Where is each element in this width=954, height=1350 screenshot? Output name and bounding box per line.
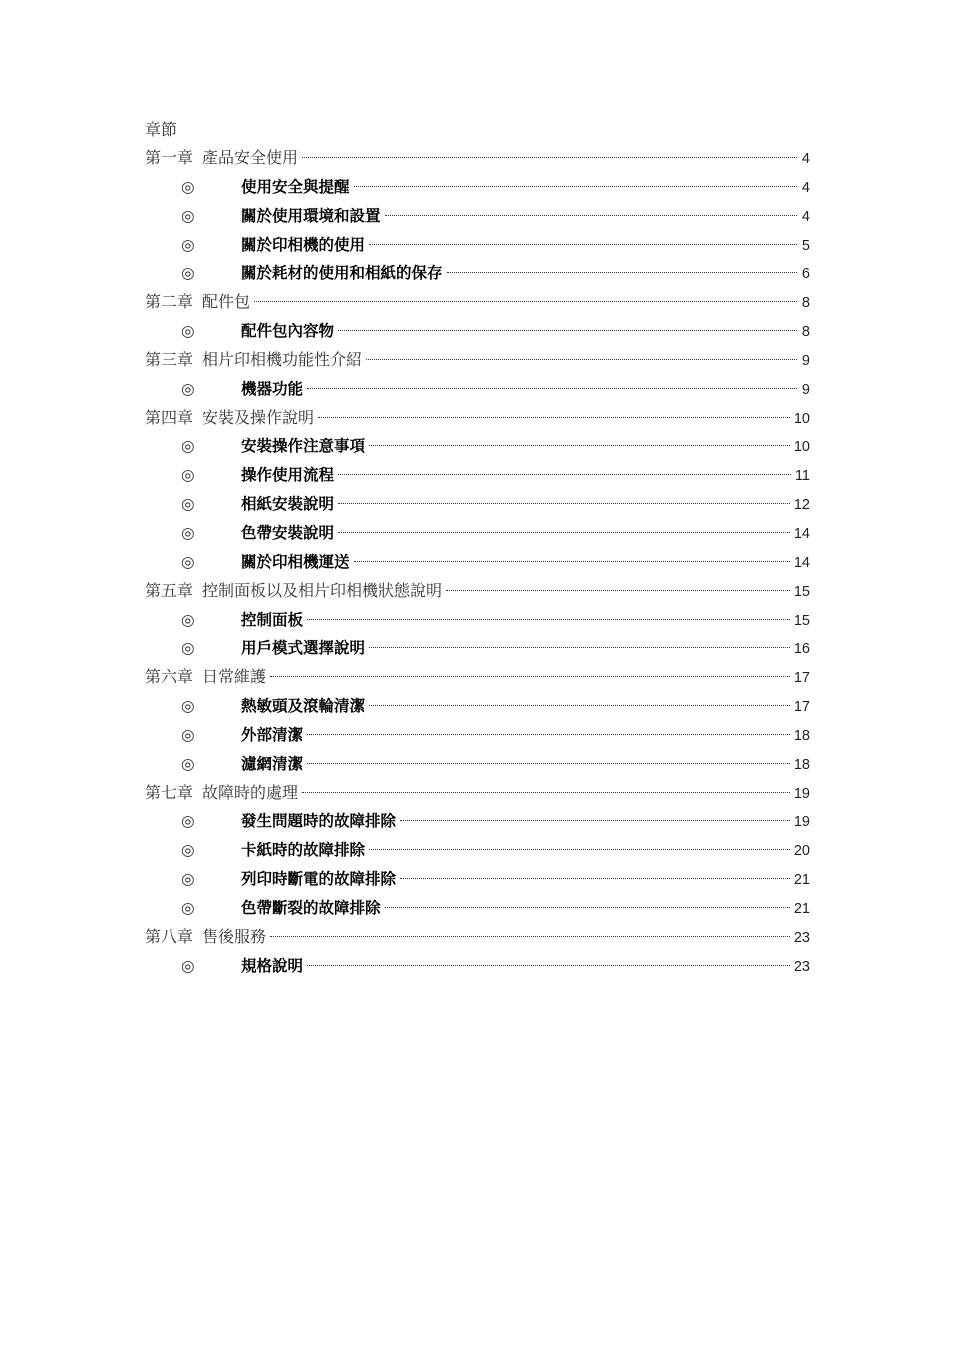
toc-entry-title [241, 634, 365, 663]
toc-entry-text: 列印時斷電的故障排除 [241, 870, 397, 889]
toc-entry-text: 用戶模式選擇說明 [241, 639, 366, 658]
double-circle-bullet-icon: ◎ [181, 466, 195, 485]
double-circle-bullet-icon: ◎ [181, 754, 195, 773]
double-circle-bullet-icon: ◎ [181, 322, 195, 341]
toc-chapter-entry[interactable] [145, 577, 810, 606]
page-number: 15 [793, 583, 810, 600]
toc-entry-title [145, 346, 362, 375]
dot-leader [307, 965, 790, 966]
toc-entry-text: 安裝及操作說明 [202, 407, 315, 427]
toc-entry-title [241, 519, 334, 548]
toc-entry-text: 色帶斷裂的故障排除 [241, 898, 381, 917]
page-number: 19 [793, 785, 810, 802]
toc-chapter-entry[interactable] [145, 346, 810, 375]
toc-entry-text: 機器功能 [241, 379, 304, 398]
toc-chapter-entry[interactable] [145, 663, 810, 692]
double-circle-bullet-icon: ◎ [181, 898, 195, 917]
toc-section-entry[interactable] [145, 259, 810, 288]
page-number: 23 [793, 958, 810, 975]
toc-entry-text: 相紙安裝說明 [241, 495, 335, 514]
toc-section-entry[interactable] [145, 865, 810, 894]
toc-entry-title [241, 750, 303, 779]
page-number: 23 [793, 929, 810, 946]
page-number: 6 [801, 266, 810, 283]
toc-entry-text: 卡紙時的故障排除 [241, 841, 366, 860]
toc-section-entry[interactable] [145, 548, 810, 577]
page-number: 20 [793, 843, 810, 860]
double-circle-bullet-icon: ◎ [181, 639, 195, 658]
page-number: 9 [801, 381, 810, 398]
double-circle-bullet-icon: ◎ [181, 379, 195, 398]
toc-entry-title [241, 202, 381, 231]
dot-leader [366, 359, 797, 360]
table-of-contents [145, 115, 810, 980]
double-circle-bullet-icon: ◎ [181, 870, 195, 889]
dot-leader [302, 157, 797, 158]
toc-entries [145, 144, 810, 980]
toc-chapter-entry[interactable] [145, 923, 810, 952]
toc-section-entry[interactable] [145, 807, 810, 836]
toc-section-entry[interactable] [145, 894, 810, 923]
toc-entry-text: 安裝操作注意事項 [241, 437, 366, 456]
page-number: 17 [793, 670, 810, 687]
page-number: 12 [793, 497, 810, 514]
page-number: 21 [793, 900, 810, 917]
double-circle-bullet-icon: ◎ [181, 177, 195, 196]
toc-entry-title [241, 259, 443, 288]
page-number: 18 [793, 756, 810, 773]
dot-leader [307, 388, 797, 389]
double-circle-bullet-icon: ◎ [181, 206, 195, 225]
toc-entry-text: 色帶安裝說明 [241, 523, 335, 542]
toc-chapter-entry[interactable] [145, 144, 810, 173]
dot-leader [270, 936, 790, 937]
toc-section-entry[interactable] [145, 375, 810, 404]
double-circle-bullet-icon: ◎ [181, 610, 195, 629]
page-number: 14 [793, 525, 810, 542]
double-circle-bullet-icon: ◎ [181, 841, 195, 860]
toc-entry-title [241, 894, 381, 923]
toc-entry-title [241, 836, 365, 865]
dot-leader [369, 705, 790, 706]
dot-leader [369, 244, 797, 245]
page-number: 16 [793, 641, 810, 658]
double-circle-bullet-icon: ◎ [181, 956, 195, 975]
toc-entry-text: 日常維護 [202, 667, 267, 687]
toc-entry-text: 濾網清潔 [241, 754, 304, 773]
page-number: 8 [801, 295, 810, 312]
double-circle-bullet-icon: ◎ [181, 264, 195, 283]
toc-entry-text: 外部清潔 [241, 725, 304, 744]
toc-heading: 章節 [145, 120, 178, 139]
double-circle-bullet-icon: ◎ [181, 523, 195, 542]
dot-leader [369, 647, 790, 648]
dot-leader [354, 186, 797, 187]
toc-entry-title [241, 548, 350, 577]
dot-leader [302, 792, 790, 793]
toc-section-entry[interactable] [145, 836, 810, 865]
dot-leader [307, 763, 790, 764]
toc-section-entry[interactable] [145, 519, 810, 548]
toc-entry-text: 控制面板 [241, 610, 304, 629]
toc-section-entry[interactable] [145, 432, 810, 461]
page-number: 17 [793, 699, 810, 716]
dot-leader [385, 215, 797, 216]
page-number: 8 [801, 324, 810, 341]
toc-entry-text: 關於印相機運送 [241, 552, 350, 571]
double-circle-bullet-icon: ◎ [181, 812, 195, 831]
toc-section-entry[interactable] [145, 317, 810, 346]
toc-entry-text: 售後服務 [202, 926, 267, 946]
dot-leader [338, 330, 797, 331]
page-number: 10 [793, 439, 810, 456]
chapter-number: 第三章 [145, 349, 194, 369]
chapter-number: 第八章 [145, 926, 194, 946]
toc-entry-title [241, 461, 334, 490]
page-number: 9 [801, 352, 810, 369]
chapter-number: 第二章 [145, 292, 194, 312]
dot-leader [447, 272, 797, 273]
toc-entry-title [241, 692, 365, 721]
toc-entry-title [145, 288, 250, 317]
double-circle-bullet-icon: ◎ [181, 495, 195, 514]
toc-chapter-entry[interactable] [145, 288, 810, 317]
dot-leader [318, 417, 790, 418]
double-circle-bullet-icon: ◎ [181, 235, 195, 254]
chapter-number: 第五章 [145, 580, 194, 600]
toc-section-entry[interactable] [145, 490, 810, 519]
page-number: 11 [794, 468, 810, 485]
toc-entry-text: 控制面板以及相片印相機狀態說明 [202, 580, 443, 600]
toc-entry-title [241, 606, 303, 635]
toc-entry-title [145, 577, 442, 606]
page-number: 10 [793, 410, 810, 427]
toc-entry-title [241, 952, 303, 981]
page-number: 5 [801, 237, 810, 254]
page-number: 14 [793, 554, 810, 571]
dot-leader [270, 676, 790, 677]
toc-entry-text: 操作使用流程 [241, 466, 335, 485]
toc-entry-text: 產品安全使用 [202, 148, 299, 167]
chapter-number: 第七章 [145, 782, 194, 802]
toc-entry-text: 關於耗材的使用和相紙的保存 [241, 264, 443, 283]
dot-leader [385, 907, 790, 908]
toc-section-entry[interactable] [145, 952, 810, 981]
toc-section-entry[interactable] [145, 634, 810, 663]
toc-entry-text: 規格說明 [241, 956, 304, 975]
page-number: 15 [793, 612, 810, 629]
dot-leader [369, 849, 790, 850]
chapter-number: 第一章 [145, 148, 194, 167]
chapter-number: 第六章 [145, 667, 194, 687]
toc-entry-text: 發生問題時的故障排除 [241, 812, 397, 831]
toc-section-entry[interactable] [145, 750, 810, 779]
toc-entry-text: 故障時的處理 [202, 782, 299, 802]
page-number: 18 [793, 727, 810, 744]
toc-entry-text: 使用安全與提醒 [241, 177, 350, 196]
double-circle-bullet-icon: ◎ [181, 725, 195, 744]
toc-entry-title [241, 231, 365, 260]
toc-section-entry[interactable] [145, 202, 810, 231]
toc-entry-title [241, 317, 334, 346]
toc-section-entry[interactable] [145, 692, 810, 721]
toc-section-entry[interactable] [145, 721, 810, 750]
dot-leader [307, 734, 790, 735]
toc-entry-title [241, 490, 334, 519]
toc-entry-title [241, 432, 365, 461]
page-number: 21 [793, 872, 810, 889]
toc-entry-title [145, 404, 314, 433]
dot-leader [369, 445, 790, 446]
dot-leader [338, 474, 791, 475]
toc-entry-title [145, 663, 266, 692]
toc-entry-title [241, 807, 396, 836]
toc-entry-text: 關於印相機的使用 [241, 235, 366, 254]
toc-section-entry[interactable] [145, 461, 810, 490]
double-circle-bullet-icon: ◎ [181, 552, 195, 571]
toc-section-entry[interactable] [145, 606, 810, 635]
toc-entry-title [241, 721, 303, 750]
toc-chapter-entry[interactable] [145, 404, 810, 433]
dot-leader [400, 820, 790, 821]
toc-entry-text: 配件包內容物 [241, 322, 335, 341]
page-number: 4 [801, 151, 810, 167]
toc-entry-text: 熱敏頭及滾輪清潔 [241, 697, 366, 716]
dot-leader [254, 301, 797, 302]
toc-entry-title [145, 144, 298, 173]
chapter-number: 第四章 [145, 407, 194, 427]
page-number: 4 [801, 179, 810, 196]
double-circle-bullet-icon: ◎ [181, 437, 195, 456]
toc-section-entry[interactable] [145, 173, 810, 202]
toc-chapter-entry[interactable] [145, 779, 810, 808]
dot-leader [338, 503, 790, 504]
double-circle-bullet-icon: ◎ [181, 697, 195, 716]
toc-entry-text: 關於使用環境和設置 [241, 206, 381, 225]
dot-leader [446, 590, 790, 591]
dot-leader [307, 619, 790, 620]
page-number: 4 [801, 208, 810, 225]
dot-leader [338, 532, 790, 533]
toc-entry-title [241, 865, 396, 894]
dot-leader [400, 878, 790, 879]
toc-entry-text: 相片印相機功能性介紹 [202, 349, 363, 369]
toc-entry-title [241, 375, 303, 404]
toc-entry-title [145, 923, 266, 952]
dot-leader [354, 561, 790, 562]
toc-section-entry[interactable] [145, 231, 810, 260]
toc-entry-title [241, 173, 350, 202]
toc-entry-title [145, 779, 298, 808]
toc-entry-text: 配件包 [202, 292, 251, 312]
page-number: 19 [793, 814, 810, 831]
